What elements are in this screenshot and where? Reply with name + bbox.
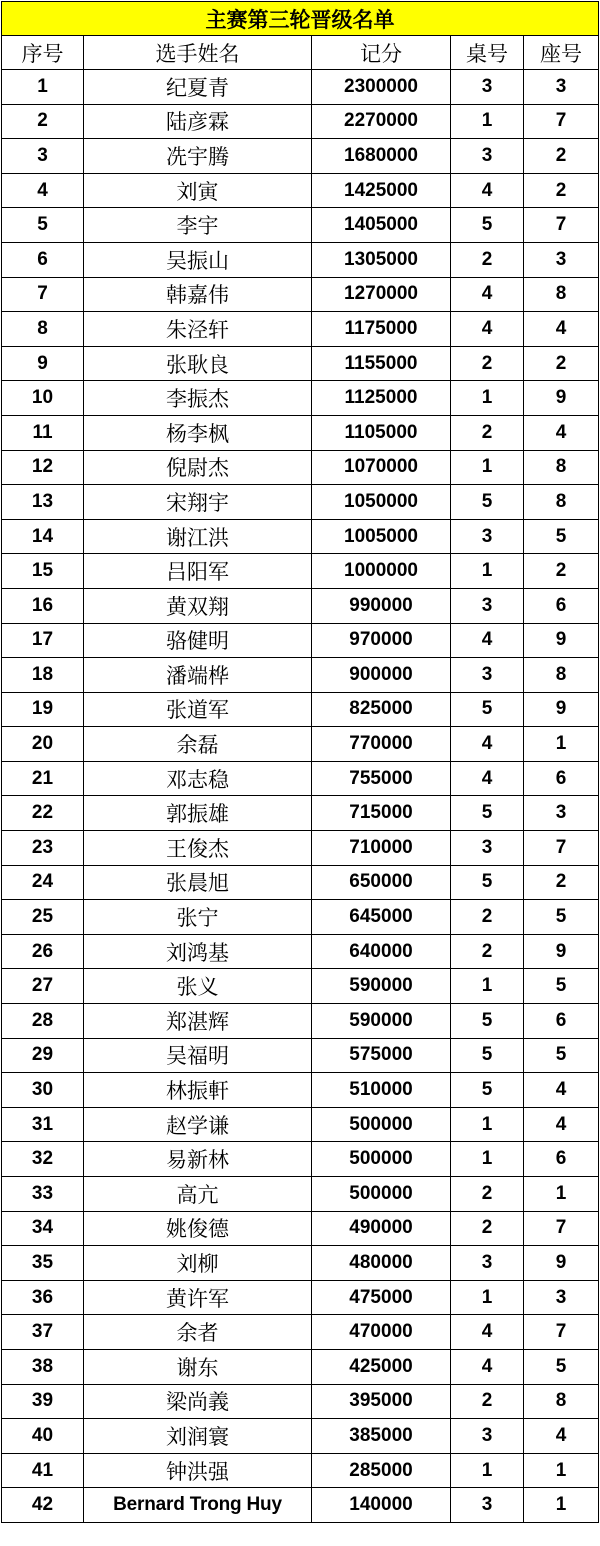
cell-seat-number: 6 — [524, 1142, 599, 1177]
cell-table-number: 4 — [451, 1349, 524, 1384]
cell-player-name: 吕阳军 — [84, 554, 312, 589]
table-row — [2, 104, 599, 139]
cell-score: 2300000 — [312, 70, 451, 105]
cell-player-name: 谢东 — [84, 1349, 312, 1384]
cell-score: 425000 — [312, 1349, 451, 1384]
cell-player-name: 刘润寰 — [84, 1419, 312, 1454]
cell-rank: 2 — [2, 104, 84, 139]
cell-player-name: 刘柳 — [84, 1246, 312, 1281]
cell-table-number: 5 — [451, 1073, 524, 1108]
table-row — [2, 1384, 599, 1419]
cell-seat-number: 2 — [524, 865, 599, 900]
cell-player-name: 张义 — [84, 969, 312, 1004]
cell-rank: 19 — [2, 692, 84, 727]
cell-table-number: 4 — [451, 1315, 524, 1350]
cell-player-name: 黄许军 — [84, 1280, 312, 1315]
cell-seat-number: 8 — [524, 1384, 599, 1419]
cell-table-number: 2 — [451, 1384, 524, 1419]
cell-rank: 3 — [2, 139, 84, 174]
cell-seat-number: 8 — [524, 658, 599, 693]
table-row — [2, 1453, 599, 1488]
cell-seat-number: 9 — [524, 692, 599, 727]
cell-player-name: 张耿良 — [84, 346, 312, 381]
cell-seat-number: 8 — [524, 277, 599, 312]
cell-score: 650000 — [312, 865, 451, 900]
cell-score: 1680000 — [312, 139, 451, 174]
cell-player-name: 郑湛辉 — [84, 1004, 312, 1039]
cell-player-name: 吴振山 — [84, 242, 312, 277]
cell-score: 1005000 — [312, 519, 451, 554]
cell-seat-number: 2 — [524, 554, 599, 589]
cell-rank: 16 — [2, 588, 84, 623]
table-row — [2, 1280, 599, 1315]
cell-table-number: 1 — [451, 381, 524, 416]
cell-rank: 5 — [2, 208, 84, 243]
cell-seat-number: 3 — [524, 70, 599, 105]
table-row — [2, 415, 599, 450]
cell-score: 1155000 — [312, 346, 451, 381]
table-row — [2, 519, 599, 554]
cell-table-number: 5 — [451, 796, 524, 831]
table-row — [2, 1107, 599, 1142]
cell-seat-number: 5 — [524, 900, 599, 935]
cell-table-number: 3 — [451, 588, 524, 623]
header-table-number: 桌号 — [451, 36, 524, 70]
cell-table-number: 5 — [451, 208, 524, 243]
cell-player-name: 刘鸿基 — [84, 934, 312, 969]
table-row — [2, 831, 599, 866]
cell-seat-number: 2 — [524, 346, 599, 381]
cell-score: 900000 — [312, 658, 451, 693]
cell-score: 715000 — [312, 796, 451, 831]
cell-rank: 6 — [2, 242, 84, 277]
table-row — [2, 346, 599, 381]
cell-rank: 9 — [2, 346, 84, 381]
cell-rank: 21 — [2, 761, 84, 796]
cell-seat-number: 9 — [524, 623, 599, 658]
cell-table-number: 3 — [451, 70, 524, 105]
table-row — [2, 796, 599, 831]
cell-seat-number: 1 — [524, 727, 599, 762]
cell-table-number: 3 — [451, 1246, 524, 1281]
cell-score: 285000 — [312, 1453, 451, 1488]
cell-table-number: 3 — [451, 658, 524, 693]
cell-player-name: 倪尉杰 — [84, 450, 312, 485]
cell-seat-number: 3 — [524, 796, 599, 831]
header-seat-number: 座号 — [524, 36, 599, 70]
header-rank: 序号 — [2, 36, 84, 70]
cell-rank: 8 — [2, 312, 84, 347]
cell-player-name: 冼宇腾 — [84, 139, 312, 174]
cell-rank: 12 — [2, 450, 84, 485]
cell-rank: 42 — [2, 1488, 84, 1523]
cell-player-name: 邓志稳 — [84, 761, 312, 796]
cell-rank: 4 — [2, 173, 84, 208]
cell-rank: 28 — [2, 1004, 84, 1039]
cell-seat-number: 4 — [524, 1419, 599, 1454]
cell-score: 500000 — [312, 1142, 451, 1177]
cell-score: 1270000 — [312, 277, 451, 312]
table-row — [2, 623, 599, 658]
cell-score: 590000 — [312, 969, 451, 1004]
cell-rank: 15 — [2, 554, 84, 589]
cell-seat-number: 8 — [524, 485, 599, 520]
cell-table-number: 1 — [451, 1280, 524, 1315]
cell-seat-number: 7 — [524, 831, 599, 866]
cell-player-name: 张宁 — [84, 900, 312, 935]
cell-player-name: 谢江洪 — [84, 519, 312, 554]
cell-table-number: 5 — [451, 1004, 524, 1039]
table-row — [2, 1246, 599, 1281]
cell-table-number: 4 — [451, 727, 524, 762]
results-sheet — [1, 1, 599, 1523]
cell-rank: 36 — [2, 1280, 84, 1315]
cell-table-number: 4 — [451, 173, 524, 208]
cell-table-number: 1 — [451, 554, 524, 589]
cell-seat-number: 4 — [524, 1073, 599, 1108]
cell-player-name: 王俊杰 — [84, 831, 312, 866]
cell-score: 1070000 — [312, 450, 451, 485]
cell-score: 480000 — [312, 1246, 451, 1281]
cell-rank: 24 — [2, 865, 84, 900]
table-row — [2, 381, 599, 416]
cell-player-name: 宋翔宇 — [84, 485, 312, 520]
cell-table-number: 3 — [451, 831, 524, 866]
cell-score: 500000 — [312, 1177, 451, 1212]
cell-rank: 31 — [2, 1107, 84, 1142]
cell-player-name: 潘端桦 — [84, 658, 312, 693]
cell-score: 825000 — [312, 692, 451, 727]
cell-player-name: 张晨旭 — [84, 865, 312, 900]
table-row — [2, 1211, 599, 1246]
cell-seat-number: 1 — [524, 1488, 599, 1523]
table-row — [2, 1142, 599, 1177]
cell-player-name: 朱泾轩 — [84, 312, 312, 347]
cell-player-name: 梁尚義 — [84, 1384, 312, 1419]
cell-score: 395000 — [312, 1384, 451, 1419]
cell-score: 1405000 — [312, 208, 451, 243]
cell-rank: 34 — [2, 1211, 84, 1246]
table-body — [2, 70, 599, 1523]
cell-player-name: 刘寅 — [84, 173, 312, 208]
cell-table-number: 4 — [451, 312, 524, 347]
table-row — [2, 312, 599, 347]
header-score: 记分 — [312, 36, 451, 70]
cell-table-number: 5 — [451, 865, 524, 900]
table-row — [2, 761, 599, 796]
cell-seat-number: 7 — [524, 1315, 599, 1350]
cell-seat-number: 1 — [524, 1177, 599, 1212]
cell-score: 590000 — [312, 1004, 451, 1039]
cell-rank: 38 — [2, 1349, 84, 1384]
cell-table-number: 2 — [451, 415, 524, 450]
cell-seat-number: 6 — [524, 761, 599, 796]
cell-rank: 13 — [2, 485, 84, 520]
table-row — [2, 1488, 599, 1523]
cell-table-number: 1 — [451, 969, 524, 1004]
table-row — [2, 727, 599, 762]
cell-table-number: 1 — [451, 1453, 524, 1488]
table-row — [2, 485, 599, 520]
table-row — [2, 450, 599, 485]
cell-seat-number: 3 — [524, 1280, 599, 1315]
table-row — [2, 934, 599, 969]
cell-table-number: 2 — [451, 346, 524, 381]
cell-seat-number: 6 — [524, 588, 599, 623]
cell-rank: 29 — [2, 1038, 84, 1073]
cell-player-name: 李宇 — [84, 208, 312, 243]
cell-player-name: 张道军 — [84, 692, 312, 727]
cell-player-name: 林振軒 — [84, 1073, 312, 1108]
cell-player-name: 钟洪强 — [84, 1453, 312, 1488]
cell-player-name: 余磊 — [84, 727, 312, 762]
cell-score: 1425000 — [312, 173, 451, 208]
cell-table-number: 3 — [451, 1488, 524, 1523]
cell-table-number: 1 — [451, 450, 524, 485]
cell-seat-number: 7 — [524, 104, 599, 139]
cell-score: 385000 — [312, 1419, 451, 1454]
cell-seat-number: 2 — [524, 139, 599, 174]
cell-player-name: 易新林 — [84, 1142, 312, 1177]
cell-rank: 10 — [2, 381, 84, 416]
cell-table-number: 1 — [451, 104, 524, 139]
cell-score: 490000 — [312, 1211, 451, 1246]
cell-seat-number: 5 — [524, 1038, 599, 1073]
table-row — [2, 277, 599, 312]
cell-seat-number: 9 — [524, 381, 599, 416]
cell-table-number: 2 — [451, 900, 524, 935]
cell-player-name: Bernard Trong Huy — [84, 1488, 312, 1523]
table-row — [2, 173, 599, 208]
cell-seat-number: 5 — [524, 519, 599, 554]
cell-rank: 33 — [2, 1177, 84, 1212]
cell-score: 500000 — [312, 1107, 451, 1142]
table-row — [2, 1004, 599, 1039]
cell-table-number: 4 — [451, 761, 524, 796]
cell-score: 710000 — [312, 831, 451, 866]
cell-rank: 14 — [2, 519, 84, 554]
cell-rank: 39 — [2, 1384, 84, 1419]
cell-seat-number: 7 — [524, 1211, 599, 1246]
cell-table-number: 2 — [451, 1177, 524, 1212]
header-player-name: 选手姓名 — [84, 36, 312, 70]
cell-rank: 22 — [2, 796, 84, 831]
cell-rank: 11 — [2, 415, 84, 450]
cell-seat-number: 8 — [524, 450, 599, 485]
table-row — [2, 969, 599, 1004]
cell-score: 510000 — [312, 1073, 451, 1108]
table-row — [2, 70, 599, 105]
cell-table-number: 5 — [451, 692, 524, 727]
cell-player-name: 陆彦霖 — [84, 104, 312, 139]
cell-rank: 40 — [2, 1419, 84, 1454]
cell-score: 475000 — [312, 1280, 451, 1315]
cell-player-name: 骆健明 — [84, 623, 312, 658]
cell-rank: 41 — [2, 1453, 84, 1488]
cell-table-number: 2 — [451, 1211, 524, 1246]
table-row — [2, 554, 599, 589]
cell-player-name: 杨李枫 — [84, 415, 312, 450]
cell-table-number: 1 — [451, 1142, 524, 1177]
cell-table-number: 1 — [451, 1107, 524, 1142]
table-row — [2, 1315, 599, 1350]
cell-seat-number: 6 — [524, 1004, 599, 1039]
table-row — [2, 1073, 599, 1108]
cell-rank: 32 — [2, 1142, 84, 1177]
cell-score: 575000 — [312, 1038, 451, 1073]
cell-player-name: 纪夏青 — [84, 70, 312, 105]
cell-player-name: 高亢 — [84, 1177, 312, 1212]
cell-score: 470000 — [312, 1315, 451, 1350]
cell-rank: 27 — [2, 969, 84, 1004]
cell-seat-number: 1 — [524, 1453, 599, 1488]
cell-table-number: 3 — [451, 519, 524, 554]
cell-player-name: 姚俊德 — [84, 1211, 312, 1246]
cell-player-name: 赵学谦 — [84, 1107, 312, 1142]
cell-seat-number: 9 — [524, 934, 599, 969]
cell-seat-number: 2 — [524, 173, 599, 208]
cell-score: 1050000 — [312, 485, 451, 520]
cell-seat-number: 4 — [524, 415, 599, 450]
cell-score: 640000 — [312, 934, 451, 969]
cell-rank: 37 — [2, 1315, 84, 1350]
table-row — [2, 865, 599, 900]
cell-score: 1175000 — [312, 312, 451, 347]
table-row — [2, 1349, 599, 1384]
cell-score: 970000 — [312, 623, 451, 658]
cell-player-name: 郭振雄 — [84, 796, 312, 831]
cell-player-name: 李振杰 — [84, 381, 312, 416]
cell-table-number: 3 — [451, 1419, 524, 1454]
cell-table-number: 5 — [451, 485, 524, 520]
cell-rank: 20 — [2, 727, 84, 762]
cell-seat-number: 3 — [524, 242, 599, 277]
cell-player-name: 吴福明 — [84, 1038, 312, 1073]
cell-score: 645000 — [312, 900, 451, 935]
table-row — [2, 208, 599, 243]
cell-seat-number: 4 — [524, 1107, 599, 1142]
cell-score: 140000 — [312, 1488, 451, 1523]
cell-player-name: 黄双翔 — [84, 588, 312, 623]
table-row — [2, 1038, 599, 1073]
table-row — [2, 242, 599, 277]
cell-seat-number: 4 — [524, 312, 599, 347]
qualifier-table — [1, 1, 599, 1523]
cell-rank: 26 — [2, 934, 84, 969]
cell-score: 1105000 — [312, 415, 451, 450]
table-title: 主赛第三轮晋级名单 — [2, 2, 599, 36]
cell-score: 1000000 — [312, 554, 451, 589]
cell-table-number: 3 — [451, 139, 524, 174]
cell-player-name: 余者 — [84, 1315, 312, 1350]
table-row — [2, 139, 599, 174]
cell-table-number: 4 — [451, 623, 524, 658]
cell-player-name: 韩嘉伟 — [84, 277, 312, 312]
table-row — [2, 1177, 599, 1212]
cell-score: 990000 — [312, 588, 451, 623]
cell-table-number: 4 — [451, 277, 524, 312]
cell-score: 1305000 — [312, 242, 451, 277]
table-row — [2, 692, 599, 727]
cell-rank: 35 — [2, 1246, 84, 1281]
cell-seat-number: 5 — [524, 969, 599, 1004]
cell-seat-number: 5 — [524, 1349, 599, 1384]
cell-seat-number: 9 — [524, 1246, 599, 1281]
cell-rank: 18 — [2, 658, 84, 693]
cell-rank: 1 — [2, 70, 84, 105]
cell-score: 2270000 — [312, 104, 451, 139]
cell-rank: 23 — [2, 831, 84, 866]
cell-rank: 25 — [2, 900, 84, 935]
cell-seat-number: 7 — [524, 208, 599, 243]
table-row — [2, 1419, 599, 1454]
cell-rank: 17 — [2, 623, 84, 658]
table-row — [2, 658, 599, 693]
table-row — [2, 588, 599, 623]
cell-score: 755000 — [312, 761, 451, 796]
table-row — [2, 900, 599, 935]
cell-table-number: 2 — [451, 934, 524, 969]
cell-score: 770000 — [312, 727, 451, 762]
cell-score: 1125000 — [312, 381, 451, 416]
cell-rank: 30 — [2, 1073, 84, 1108]
cell-table-number: 5 — [451, 1038, 524, 1073]
cell-table-number: 2 — [451, 242, 524, 277]
cell-rank: 7 — [2, 277, 84, 312]
